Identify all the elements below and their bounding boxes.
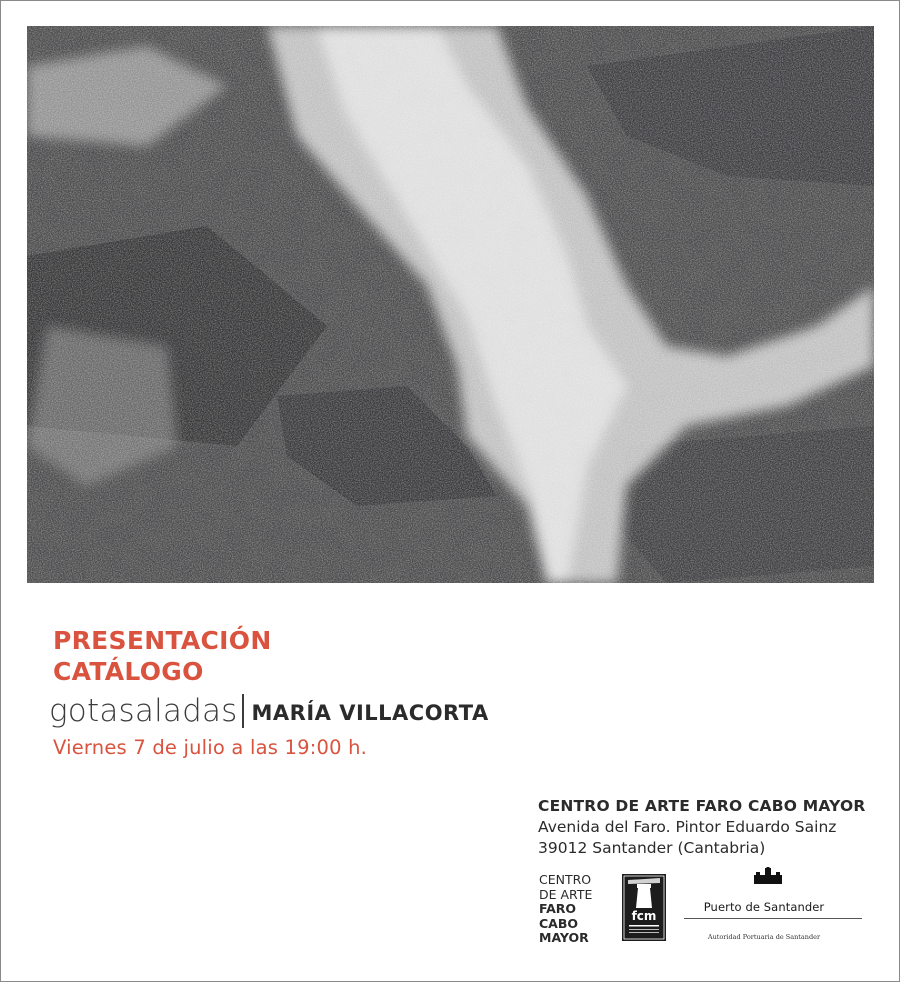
venue-address-line-2: 39012 Santander (Cantabria) bbox=[538, 839, 766, 857]
fcm-logo-text: fcm bbox=[631, 909, 657, 923]
port-building-icon bbox=[752, 867, 784, 885]
lighthouse-icon bbox=[622, 874, 666, 941]
venue-block bbox=[538, 796, 865, 859]
presentation-heading bbox=[53, 625, 272, 687]
artist-name: MARÍA VILLACORTA bbox=[251, 701, 489, 725]
headline-line-1: PRESENTACIÓN bbox=[53, 626, 272, 655]
title-row bbox=[49, 691, 489, 731]
event-date: Viernes 7 de julio a las 19:00 h. bbox=[53, 736, 368, 759]
venue-name: CENTRO DE ARTE FARO CABO MAYOR bbox=[538, 797, 866, 815]
puerto-subtitle: Autoridad Portuaria de Santander bbox=[707, 933, 821, 941]
title-separator bbox=[242, 694, 244, 728]
puerto-de-santander-logo bbox=[684, 867, 864, 943]
centro-de-arte-logo bbox=[539, 873, 592, 946]
fcm-logo bbox=[622, 874, 666, 941]
salt-texture-photo bbox=[27, 26, 874, 583]
venue-address-line-1: Avenida del Faro. Pintor Eduardo Sainz bbox=[538, 818, 837, 836]
logo-centro-line-3: FARO bbox=[539, 901, 577, 916]
puerto-name: Puerto de Santander bbox=[703, 900, 825, 914]
logo-centro-line-5: MAYOR bbox=[539, 930, 589, 945]
exhibition-title: gotasaladas bbox=[49, 693, 238, 729]
headline-line-2: CATÁLOGO bbox=[53, 657, 204, 686]
logo-centro-line-1: CENTRO bbox=[539, 872, 592, 887]
logo-centro-line-4: CABO bbox=[539, 915, 579, 931]
logo-centro-line-2: DE ARTE bbox=[539, 886, 593, 902]
puerto-divider bbox=[684, 918, 862, 919]
